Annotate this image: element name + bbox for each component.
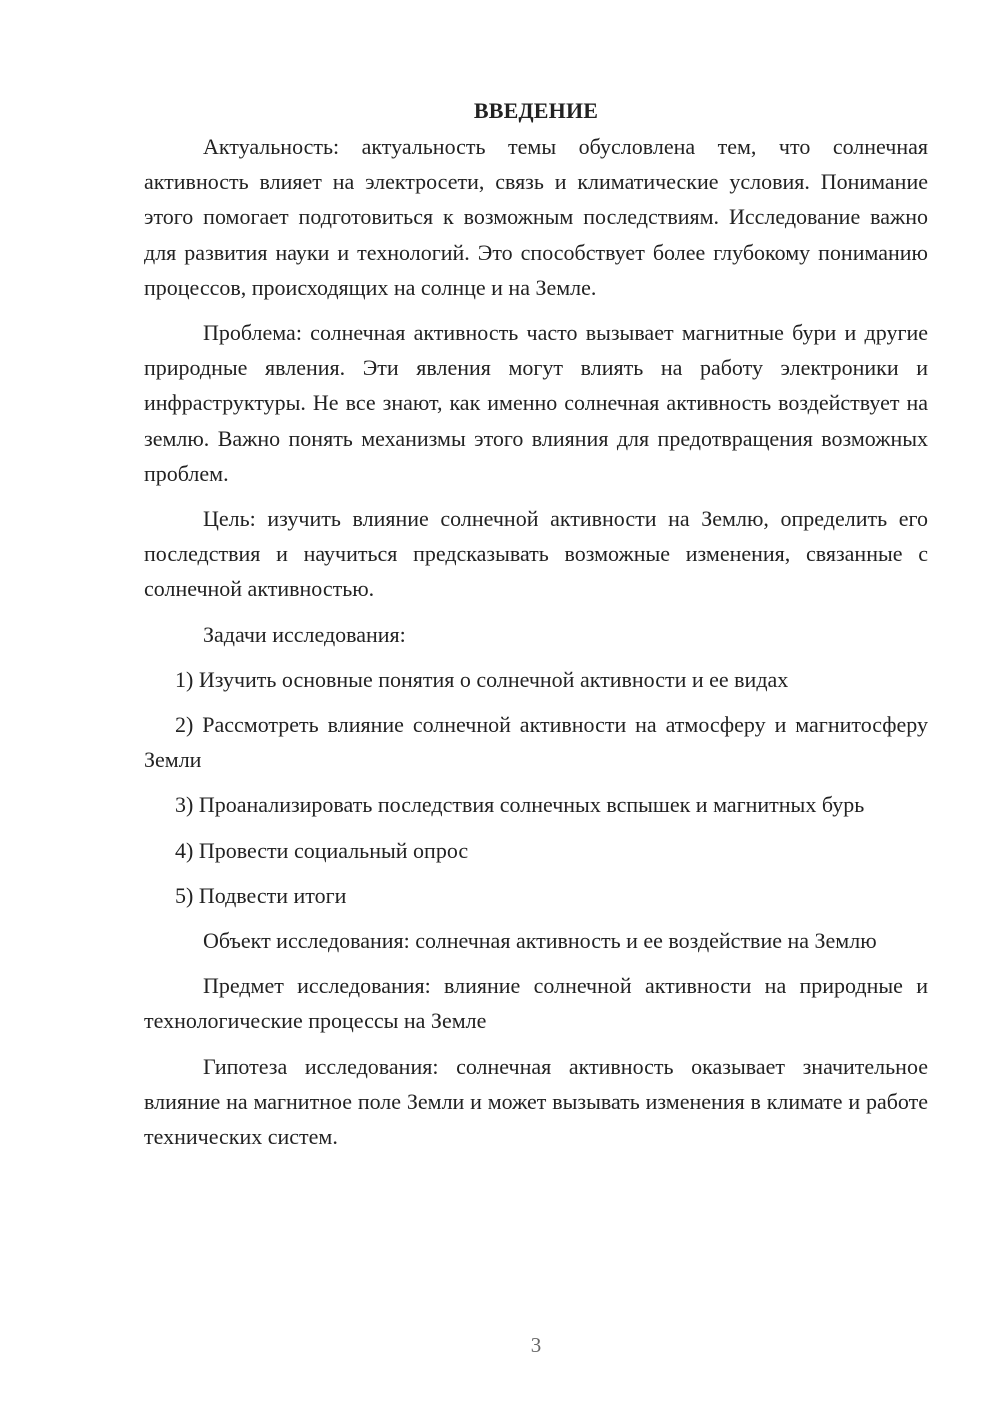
task-item-3: 3) Проанализировать последствия солнечных вспышек и магнитных бурь <box>175 792 865 818</box>
paragraph-hypothesis: Гипотеза исследования: солнечная активность оказывает значительное влияние на магнитное поле Земли и может вызывать изменения в климате и работе технических систем. <box>144 1053 928 1150</box>
paragraph-problem: Проблема: солнечная активность часто вызывает магнитные бури и другие природные явления. Эти явления могут влиять на работу электроники и инфраструктуры. Не все знают, как именно солнечная активность воздействует на землю. Важно понять механизмы этого влияния для предотвращения возможных проблем. <box>144 320 928 486</box>
paragraph-relevance: Актуальность: актуальность темы обусловлена тем, что солнечная активность влияет на электросети, связь и климатические условия. Понимание этого помогает подготовиться к возможным последствиям. Исследование важно для развития науки и технологий. Это способствует более глубокому пониманию процессов, происходящих на солнце и на Земле. <box>144 134 928 300</box>
task-item-1: 1) Изучить основные понятия о солнечной активности и ее видах <box>175 666 789 692</box>
paragraph-subject: Предмет исследования: влияние солнечной активности на природные и технологические процессы на Земле <box>144 973 928 1034</box>
paragraph-object: Объект исследования: солнечная активность и ее воздействие на Землю <box>203 928 877 954</box>
task-item-2: 2) Рассмотреть влияние солнечной активности на атмосферу и магнитосферу Земли <box>144 712 928 773</box>
section-title: ВВЕДЕНИЕ <box>473 98 599 123</box>
task-item-5: 5) Подвести итоги <box>175 882 347 908</box>
paragraph-goal: Цель: изучить влияние солнечной активности на Землю, определить его последствия и научиться предсказывать возможные изменения, связанные с солнечной активностью. <box>144 506 928 602</box>
page-content <box>144 93 928 1154</box>
page-number: 3 <box>530 1333 542 1357</box>
task-item-4: 4) Провести социальный опрос <box>175 837 469 863</box>
paragraph-tasks-heading: Задачи исследования: <box>203 621 406 647</box>
